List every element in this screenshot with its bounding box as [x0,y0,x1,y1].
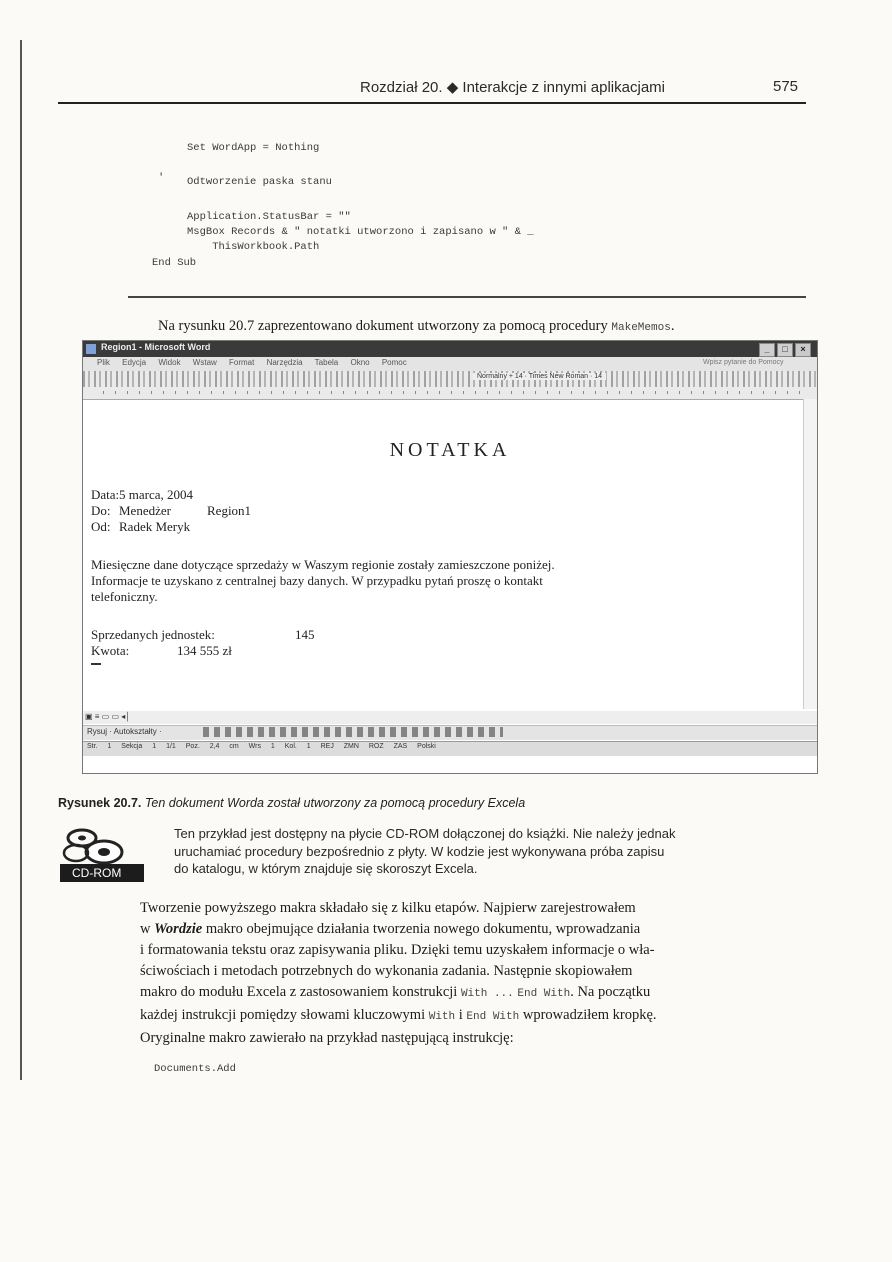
word-toolbar[interactable] [83,371,817,387]
code-line: Application.StatusBar = "" [187,211,351,223]
note-line: do katalogu, w którym znajduje się skoroszyt Excela. [174,861,478,876]
units-value: 145 [295,627,315,642]
amount-value: 134 555 zł [177,643,232,658]
paragraph-line: Tworzenie powyższego makra składało się z kilku etapów. Najpierw zarejestrowałem [140,900,636,916]
intro-sentence: Na rysunku 20.7 zaprezentowano dokument utworzony za pomocą procedury MakeMemos. [158,318,675,334]
note-line: uruchamiać procedury bezpośrednio z płyty. W kodzie jest wykonywana próba zapisu [174,843,665,859]
drawing-tool-icons[interactable] [203,727,503,737]
field-label-to: Do: [91,503,111,518]
paragraph-line: w Wordzie makro obejmujące działania tworzenia nowego dokumentu, wprowadzania [140,921,641,937]
code-line: ThisWorkbook.Path [187,241,320,253]
paragraph-line: Oryginalne makro zawierało na przykład następującą instrukcję: [140,1030,514,1046]
cd-rom-label: CD-ROM [72,866,122,880]
memo-body-line: Informacje te uzyskano z centralnej bazy danych. W przypadku pytań proszę o kontakt [91,573,543,588]
word-menu-items[interactable]: Plik Edycja Widok Wstaw Format Narzędzia Tabela Okno Pomoc [97,358,407,367]
cd-rom-icon [58,826,146,884]
field-label-from: Od: [91,519,111,534]
figure-caption: Rysunek 20.7. Ten dokument Worda został utworzony za pomocą procedury Excela [58,796,526,810]
amount-label: Kwota: [91,643,130,658]
view-buttons[interactable]: ▣ ≡ ▭ ▭ ◂│ [85,712,131,721]
close-icon[interactable]: × [795,343,811,357]
text-cursor [91,663,101,665]
maximize-icon[interactable]: □ [777,343,793,357]
memo-body-line: telefoniczny. [91,589,158,604]
word-app-icon [86,344,96,354]
header-rule [58,102,806,104]
font-selector[interactable]: Normalny + 14 · Times New Roman · 14 [473,373,606,380]
status-bar-text: Str. 1 Sekcja 1 1/1 Poz. 2,4 cm Wrs 1 Kol. 1 REJ ZMN ROZ ZAS Polski [87,743,436,750]
paragraph-line: ściwościach i metodach potrzebnych do wykonania zadania. Następnie skopiowałem [140,963,633,979]
field-region: Region1 [207,503,252,518]
paragraph-line: i formatowania tekstu oraz zapisywania pliku. Dzięki temu uzyskałem informacje o wła- [140,942,655,958]
code-block-rule [128,296,806,298]
code-line: Set WordApp = Nothing [187,142,320,154]
code-line-documents-add: Documents.Add [154,1063,236,1075]
field-value-to: Menedżer [119,503,171,518]
main-paragraph [140,898,816,1049]
field-value-from: Radek Meryk [119,519,191,534]
chapter-header: Rozdział 20. ◆ Interakcje z innymi aplikacjami [360,79,665,96]
memo-body-line: Miesięczne dane dotyczące sprzedaży w Waszym regionie zostały zamieszczone poniżej. [91,557,555,572]
field-label-date: Data: [91,487,120,502]
code-line: MsgBox Records & " notatki utworzono i zapisano w " & _ [187,226,534,238]
ruler-ticks [103,391,803,394]
paragraph-line: makro do modułu Excela z zastosowaniem konstrukcji With ... End With. Na początku [140,984,651,1000]
word-title: Region1 - Microsoft Word [101,342,211,352]
note-line: Ten przykład jest dostępny na płycie CD-ROM dołączonej do książki. Nie należy jednak [174,826,676,841]
code-line: Odtworzenie paska stanu [187,176,332,188]
draw-menu[interactable]: Rysuj · Autokształty · [87,727,162,736]
minimize-icon[interactable]: _ [759,343,775,357]
memo-title: NOTATKA [389,439,511,461]
units-label: Sprzedanych jednostek: [91,627,215,642]
code-comment-mark: ' [158,172,165,184]
page-margin-line [20,40,22,1080]
cd-rom-note [174,825,814,878]
code-line: End Sub [152,257,197,269]
field-value-date: 5 marca, 2004 [119,487,194,502]
horizontal-scrollbar[interactable] [83,711,817,724]
word-window-screenshot [82,340,818,774]
help-question-box[interactable]: Wpisz pytanie do Pomocy [703,359,784,366]
page-number: 575 [773,78,799,95]
paragraph-line: każdej instrukcji pomiędzy słowami kluczowymi With i End With wprowadziłem kropkę. [140,1007,657,1023]
